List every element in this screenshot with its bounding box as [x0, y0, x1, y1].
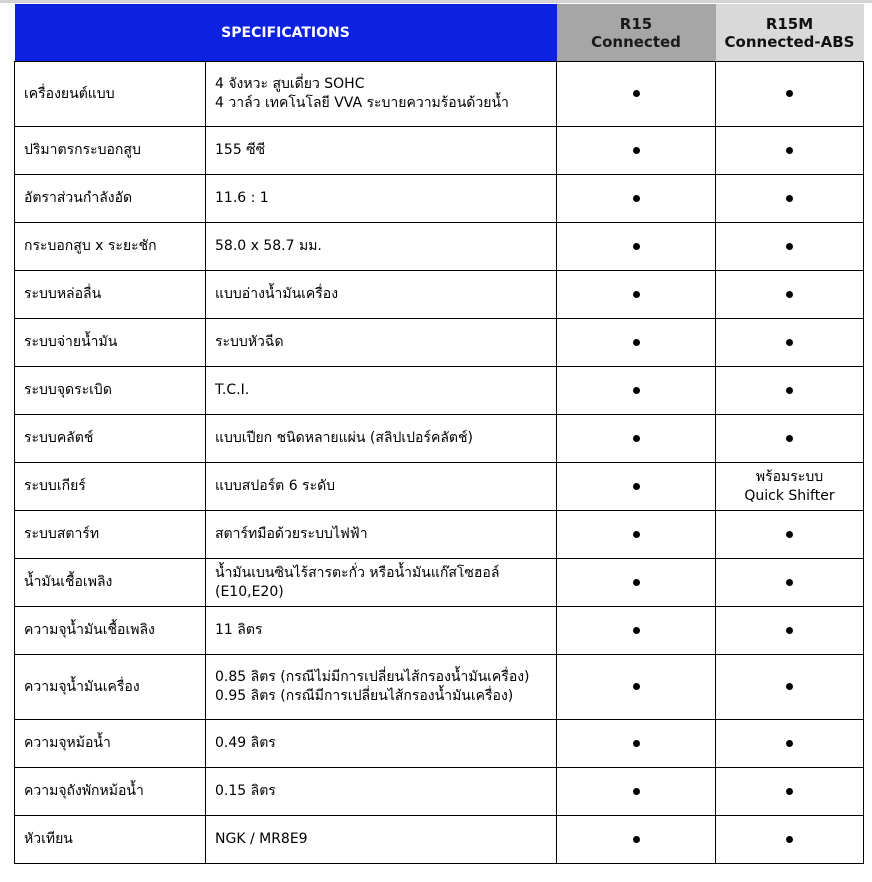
spec-label: ปริมาตรกระบอกสูบ	[15, 127, 206, 175]
availability-r15m	[716, 511, 864, 559]
bullet-dot-icon	[633, 788, 640, 795]
availability-r15	[557, 175, 716, 223]
availability-r15	[557, 720, 716, 768]
availability-r15	[557, 816, 716, 864]
bullet-dot-icon	[786, 531, 793, 538]
spec-value: 11.6 : 1	[206, 175, 557, 223]
spec-label: ความจุหม้อน้ำ	[15, 720, 206, 768]
availability-r15	[557, 559, 716, 607]
spec-value: 0.49 ลิตร	[206, 720, 557, 768]
spec-label: ความจุถังพักหม้อน้ำ	[15, 768, 206, 816]
model-name: R15	[619, 14, 653, 33]
spec-label: น้ำมันเชื้อเพลิง	[15, 559, 206, 607]
availability-r15	[557, 511, 716, 559]
availability-r15	[557, 319, 716, 367]
spec-row	[15, 367, 864, 415]
availability-r15m	[716, 415, 864, 463]
spec-row	[15, 271, 864, 319]
availability-r15m	[716, 607, 864, 655]
spec-row	[15, 127, 864, 175]
availability-r15	[557, 62, 716, 127]
spec-value: 155 ซีซี	[206, 127, 557, 175]
specifications-header	[15, 4, 557, 62]
availability-r15m	[716, 175, 864, 223]
bullet-dot-icon	[786, 788, 793, 795]
bullet-dot-icon	[633, 339, 640, 346]
bullet-dot-icon	[786, 291, 793, 298]
spec-value: 11 ลิตร	[206, 607, 557, 655]
spec-value: แบบเปียก ชนิดหลายแผ่น (สลิปเปอร์คลัตช์)	[206, 415, 557, 463]
spec-value: น้ำมันเบนซินไร้สารตะกั่ว หรือน้ำมันแก๊สโซฮอล์ (E10,E20)	[206, 559, 557, 607]
bullet-dot-icon	[786, 683, 793, 690]
spec-value: 0.85 ลิตร (กรณีไม่มีการเปลี่ยนไส้กรองน้ำมันเครื่อง) 0.95 ลิตร (กรณีมีการเปลี่ยนไส้กรองน้ำมันเครื่อง)	[206, 655, 557, 720]
availability-r15m	[716, 62, 864, 127]
top-border-line	[0, 0, 872, 3]
spec-label: เครื่องยนต์แบบ	[15, 62, 206, 127]
availability-r15m	[716, 559, 864, 607]
bullet-dot-icon	[786, 339, 793, 346]
availability-r15m	[716, 816, 864, 864]
bullet-dot-icon	[633, 387, 640, 394]
bullet-dot-icon	[786, 387, 793, 394]
availability-r15m	[716, 768, 864, 816]
model-header-r15m	[716, 4, 864, 62]
availability-r15m	[716, 367, 864, 415]
bullet-dot-icon	[633, 291, 640, 298]
spec-label: อัตราส่วนกำลังอัด	[15, 175, 206, 223]
model-name: R15M	[765, 14, 814, 33]
spec-row	[15, 720, 864, 768]
availability-r15m	[716, 319, 864, 367]
spec-label: ความจุน้ำมันเชื้อเพลิง	[15, 607, 206, 655]
spec-label: ระบบหล่อลื่น	[15, 271, 206, 319]
spec-row	[15, 816, 864, 864]
spec-row	[15, 511, 864, 559]
availability-r15	[557, 127, 716, 175]
spec-label: ระบบจ่ายน้ำมัน	[15, 319, 206, 367]
bullet-dot-icon	[786, 147, 793, 154]
bullet-dot-icon	[633, 836, 640, 843]
spec-value: แบบสปอร์ต 6 ระดับ	[206, 463, 557, 511]
spec-value: 4 จังหวะ สูบเดี่ยว SOHC 4 วาล์ว เทคโนโลยี VVA ระบายความร้อนด้วยน้ำ	[206, 62, 557, 127]
spec-value: ระบบหัวฉีด	[206, 319, 557, 367]
specifications-title: SPECIFICATIONS	[221, 24, 350, 41]
spec-value: NGK / MR8E9	[206, 816, 557, 864]
bullet-dot-icon	[633, 147, 640, 154]
bullet-dot-icon	[633, 740, 640, 747]
spec-row	[15, 768, 864, 816]
bullet-dot-icon	[786, 243, 793, 250]
bullet-dot-icon	[786, 627, 793, 634]
bullet-dot-icon	[786, 740, 793, 747]
availability-r15m	[716, 271, 864, 319]
spec-label: ระบบคลัตช์	[15, 415, 206, 463]
availability-r15m	[716, 655, 864, 720]
availability-r15	[557, 271, 716, 319]
availability-r15	[557, 768, 716, 816]
spec-row	[15, 223, 864, 271]
spec-row	[15, 415, 864, 463]
spec-row	[15, 62, 864, 127]
availability-r15	[557, 223, 716, 271]
spec-label: ความจุน้ำมันเครื่อง	[15, 655, 206, 720]
bullet-dot-icon	[633, 483, 640, 490]
spec-value: 58.0 x 58.7 มม.	[206, 223, 557, 271]
bullet-dot-icon	[786, 836, 793, 843]
spec-label: ระบบสตาร์ท	[15, 511, 206, 559]
bullet-dot-icon	[633, 579, 640, 586]
availability-r15	[557, 655, 716, 720]
bullet-dot-icon	[633, 531, 640, 538]
spec-value: แบบอ่างน้ำมันเครื่อง	[206, 271, 557, 319]
model-variant: Connected-ABS	[724, 32, 855, 51]
spec-label: ระบบเกียร์	[15, 463, 206, 511]
availability-r15	[557, 463, 716, 511]
model-variant: Connected	[591, 32, 681, 51]
spec-value: สตาร์ทมือด้วยระบบไฟฟ้า	[206, 511, 557, 559]
bullet-dot-icon	[633, 627, 640, 634]
bullet-dot-icon	[633, 683, 640, 690]
bullet-dot-icon	[786, 195, 793, 202]
spec-label: กระบอกสูบ x ระยะชัก	[15, 223, 206, 271]
availability-r15m	[716, 127, 864, 175]
availability-r15	[557, 367, 716, 415]
bullet-dot-icon	[633, 243, 640, 250]
bullet-dot-icon	[786, 90, 793, 97]
model-header-r15	[557, 4, 716, 62]
spec-label: ระบบจุดระเบิด	[15, 367, 206, 415]
spec-value: 0.15 ลิตร	[206, 768, 557, 816]
specifications-table	[14, 4, 864, 864]
availability-note: พร้อมระบบ Quick Shifter	[744, 468, 835, 504]
spec-row	[15, 463, 864, 511]
spec-row	[15, 655, 864, 720]
spec-label: หัวเทียน	[15, 816, 206, 864]
availability-r15	[557, 607, 716, 655]
bullet-dot-icon	[633, 90, 640, 97]
spec-value: T.C.I.	[206, 367, 557, 415]
spec-row	[15, 607, 864, 655]
bullet-dot-icon	[786, 435, 793, 442]
bullet-dot-icon	[633, 435, 640, 442]
availability-r15m	[716, 463, 864, 511]
bullet-dot-icon	[633, 195, 640, 202]
spec-row	[15, 175, 864, 223]
table-header-row	[15, 4, 864, 62]
spec-row	[15, 319, 864, 367]
bullet-dot-icon	[786, 579, 793, 586]
availability-r15m	[716, 223, 864, 271]
availability-r15	[557, 415, 716, 463]
spec-row	[15, 559, 864, 607]
availability-r15m	[716, 720, 864, 768]
